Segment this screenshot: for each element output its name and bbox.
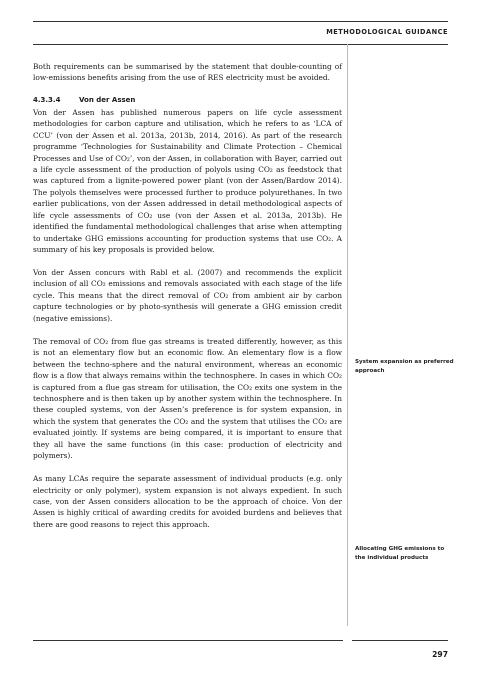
running-header: METHODOLOGICAL GUIDANCE (326, 28, 448, 36)
margin-note-allocation: Allocating GHG emissions to the individual products (355, 546, 445, 561)
header-rule-top (33, 21, 448, 22)
page-number: 297 (432, 650, 448, 659)
intro-paragraph: Both requirements can be summarised by the statement that double-counting of low-emissions benefits arising from the use of RES electricity must be avoided. (33, 62, 342, 83)
margin-divider (347, 44, 348, 626)
header-rule-bottom (33, 44, 448, 45)
footer-rule-right (352, 640, 448, 641)
section-title: Von der Assen (79, 96, 136, 105)
body-paragraph-4: As many LCAs require the separate assessment of individual products (e.g. only electricity or only polymer), system expansion is not always expedient. In such case, von der Assen considers allocation to be the approach of choice. Von der Assen is highly critical of awarding credits for avoided burdens and believes that there are good reasons to reject this approach. (33, 474, 342, 529)
body-paragraph-2: Von der Assen concurs with Rabl et al. (2007) and recommends the explicit inclusion of all CO₂ emissions and removals associated with each stage of the life cycle. This means that the direct removal of CO₂ from ambient air by carbon capture technologies or by photo-synthesis will generate a GHG emission credit (negative emissions). (33, 268, 342, 323)
body-paragraph-1: Von der Assen has published numerous papers on life cycle assessment methodologies for carbon capture and utilisation, which he refers to as ‘LCA of CCU’ (von der Assen et al. 2013a, 2013b, 2014, 2016). As part of the research programme ‘Technologies for Sustainability and Climate Protection – Chemical Processes and Use of CO₂’, von der Assen, in collaboration with Bayer, carried out a life cycle assessment of the production of polyols using CO₂ as feedstock that was captured from a lignite-powered power plant (von der Assen/Bardow 2014). The polyols themselves were processed further to produce polyurethanes. In two earlier publications, von der Assen addressed in detail methodological aspects of life cycle assessments of CO₂ use (von der Assen et al. 2013a, 2013b). He identified the fundamental methodological challenges that arise when attempting to undertake GHG emissions accounting for production systems that use CO₂. A summary of his key proposals is provided below. (33, 107, 342, 255)
section-number: 4.3.3.4 (33, 96, 61, 105)
body-paragraph-3: The removal of CO₂ from flue gas streams is treated differently, however, as this is not an elementary flow but an economic flow. An elementary flow is a flow between the techno-sphere and the natural environment, whereas an economic flow is a flow that always remains within the technosphere. In cases in which CO₂ is captured from a flue gas stream for utilisation, the CO₂ exits one system in the technosphere and is then taken up by another system within the technosphere. In these coupled systems, von der Assen’s preference is for system expansion, in which the system that generates the CO₂ and the system that utilises the CO₂ are evaluated jointly. If systems are being compared, it is important to ensure that they all have the same functions (in this case: production of electricity and polymers). (33, 336, 342, 461)
margin-note-system-expansion: System expansion as preferred approach (355, 359, 454, 374)
footer-rule-left (33, 640, 343, 641)
section-heading (33, 95, 342, 106)
main-column (33, 61, 342, 542)
